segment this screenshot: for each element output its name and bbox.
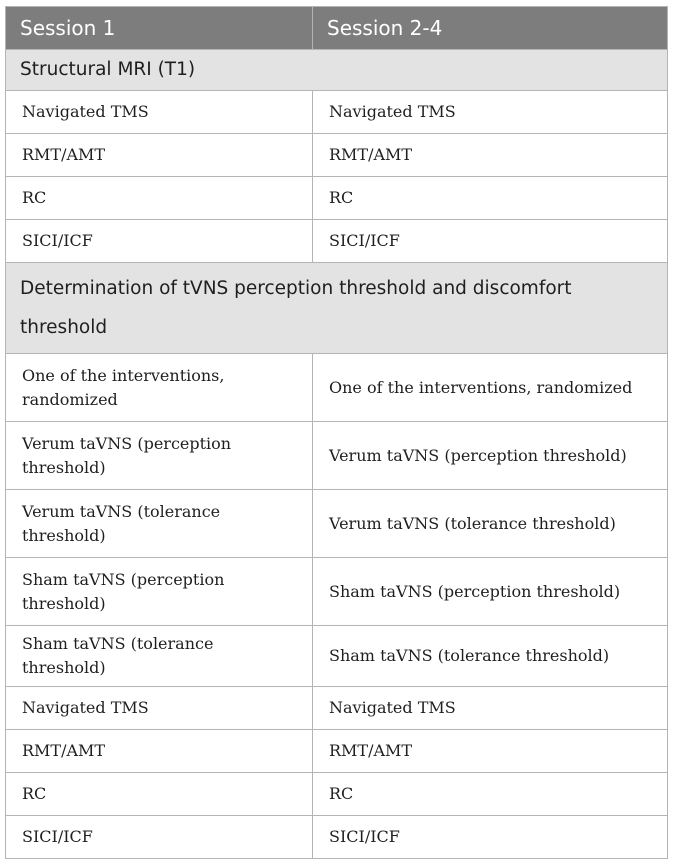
section-row: [6, 263, 668, 354]
session-2-4-cell: RMT/AMT: [313, 134, 668, 177]
session-2-4-cell: Verum taVNS (tolerance threshold): [313, 490, 668, 558]
session-2-4-cell: SICI/ICF: [313, 220, 668, 263]
section-label: Determination of tVNS perception threshold and discomfort threshold: [6, 263, 668, 354]
header-row: [6, 7, 668, 50]
session-2-4-cell: One of the interventions, randomized: [313, 354, 668, 422]
table-row: [6, 134, 668, 177]
table-row: [6, 730, 668, 773]
session-1-cell: Sham taVNS (tolerance threshold): [6, 626, 313, 687]
session-2-4-cell: Navigated TMS: [313, 687, 668, 730]
table-row: [6, 91, 668, 134]
table-row: [6, 220, 668, 263]
table-row: [6, 773, 668, 816]
session-1-cell: RMT/AMT: [6, 730, 313, 773]
header-session-1: Session 1: [6, 7, 313, 50]
section-label: Structural MRI (T1): [6, 50, 668, 91]
session-1-cell: RC: [6, 177, 313, 220]
session-1-cell: SICI/ICF: [6, 816, 313, 859]
section-row: [6, 50, 668, 91]
session-1-cell: Sham taVNS (perception threshold): [6, 558, 313, 626]
session-1-cell: Verum taVNS (perception threshold): [6, 422, 313, 490]
table-row: [6, 558, 668, 626]
session-1-cell: One of the interventions, randomized: [6, 354, 313, 422]
table-row: [6, 177, 668, 220]
table-row: [6, 490, 668, 558]
session-2-4-cell: Sham taVNS (perception threshold): [313, 558, 668, 626]
table-row: [6, 626, 668, 687]
session-2-4-cell: Navigated TMS: [313, 91, 668, 134]
header-session-2-4: Session 2-4: [313, 7, 668, 50]
session-2-4-cell: Verum taVNS (perception threshold): [313, 422, 668, 490]
session-1-cell: RMT/AMT: [6, 134, 313, 177]
table-row: [6, 816, 668, 859]
session-1-cell: SICI/ICF: [6, 220, 313, 263]
session-2-4-cell: SICI/ICF: [313, 816, 668, 859]
session-2-4-cell: Sham taVNS (tolerance threshold): [313, 626, 668, 687]
session-1-cell: Navigated TMS: [6, 91, 313, 134]
session-2-4-cell: RMT/AMT: [313, 730, 668, 773]
session-2-4-cell: RC: [313, 773, 668, 816]
table-row: [6, 687, 668, 730]
session-protocol-table: [5, 6, 668, 859]
table-row: [6, 354, 668, 422]
session-1-cell: Navigated TMS: [6, 687, 313, 730]
session-1-cell: Verum taVNS (tolerance threshold): [6, 490, 313, 558]
session-2-4-cell: RC: [313, 177, 668, 220]
table-body: [6, 50, 668, 859]
table-row: [6, 422, 668, 490]
table-header: [6, 7, 668, 50]
session-1-cell: RC: [6, 773, 313, 816]
